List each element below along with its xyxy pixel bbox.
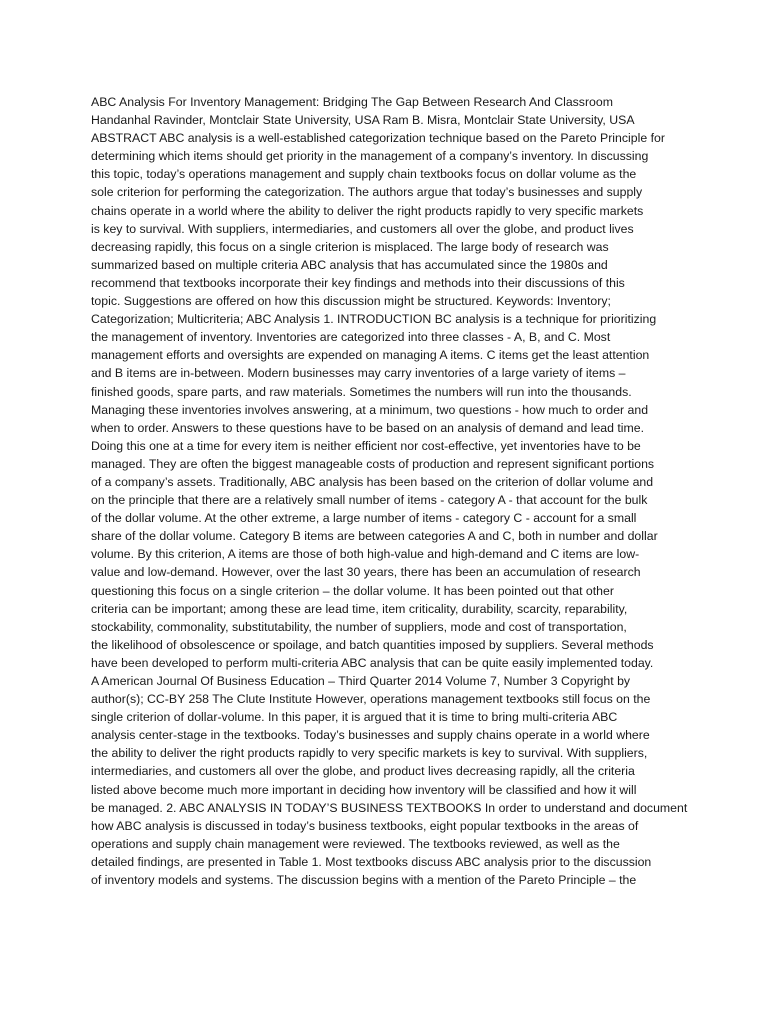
text-line: ABSTRACT ABC analysis is a well-established categorization technique based on the Pareto Principle for bbox=[91, 131, 665, 146]
text-line: topic. Suggestions are offered on how this discussion might be structured. Keywords: Inventory; bbox=[91, 294, 611, 309]
text-line: this topic, today’s operations management and supply chain textbooks focus on dollar volume as the bbox=[91, 167, 637, 182]
text-line: intermediaries, and customers all over the globe, and product lives decreasing rapidly, all the criteria bbox=[91, 764, 635, 779]
text-line: determining which items should get priority in the management of a company’s inventory. In discussing bbox=[91, 149, 649, 164]
text-line: Handanhal Ravinder, Montclair State University, USA Ram B. Misra, Montclair State University, USA bbox=[91, 113, 635, 128]
text-line: criteria can be important; among these are lead time, item criticality, durability, scarcity, reparability, bbox=[91, 601, 628, 616]
text-line: Categorization; Multicriteria; ABC Analysis 1. INTRODUCTION BC analysis is a technique for prioritizing bbox=[91, 312, 657, 327]
text-line: how ABC analysis is discussed in today’s business textbooks, eight popular textbooks in the areas of bbox=[91, 818, 639, 833]
text-line: author(s); CC-BY 258 The Clute Institute However, operations management textbooks still focus on the bbox=[91, 692, 651, 707]
text-line: operations and supply chain management were reviewed. The textbooks reviewed, as well as the bbox=[91, 836, 620, 851]
text-line: A American Journal Of Business Education – Third Quarter 2014 Volume 7, Number 3 Copyright by bbox=[91, 674, 631, 688]
text-line: single criterion of dollar-volume. In this paper, it is argued that it is time to bring multi-criteria ABC bbox=[91, 710, 618, 725]
text-line: and B items are in-between. Modern businesses may carry inventories of a large variety of items – bbox=[91, 366, 626, 381]
text-line: summarized based on multiple criteria ABC analysis that has accumulated since the 1980s and bbox=[91, 257, 608, 272]
text-line: the management of inventory. Inventories are categorized into three classes - A, B, and C. Most bbox=[91, 330, 611, 345]
text-line: analysis center-stage in the textbooks. Today’s businesses and supply chains operate in a world where bbox=[91, 728, 650, 743]
text-line: on the principle that there are a relatively small number of items - category A - that account for the bulk bbox=[91, 493, 648, 508]
text-line: chains operate in a world where the ability to deliver the right products rapidly to very specific markets bbox=[91, 203, 644, 218]
text-line: be managed. 2. ABC ANALYSIS IN TODAY’S BUSINESS TEXTBOOKS In order to understand and document bbox=[91, 800, 688, 815]
document-body-text bbox=[91, 93, 691, 889]
text-line: volume. By this criterion, A items are those of both high-value and high-demand and C items are low- bbox=[91, 547, 640, 562]
text-line: share of the dollar volume. Category B items are between categories A and C, both in number and dollar bbox=[91, 529, 658, 544]
text-line: ABC Analysis For Inventory Management: Bridging The Gap Between Research And Classroom bbox=[91, 95, 613, 109]
text-line: listed above become much more important in deciding how inventory will be classified and how it will bbox=[91, 782, 637, 797]
text-line: finished goods, spare parts, and raw materials. Sometimes the numbers will run into the thousands. bbox=[91, 384, 632, 399]
text-line: management efforts and oversights are expended on managing A items. C items get the least attention bbox=[91, 348, 650, 363]
text-line: the likelihood of obsolescence or spoilage, and batch quantities imposed by suppliers. Several methods bbox=[91, 637, 654, 652]
text-line: of inventory models and systems. The discussion begins with a mention of the Pareto Principle – the bbox=[91, 873, 637, 888]
text-line: questioning this focus on a single criterion – the dollar volume. It has been pointed out that other bbox=[91, 583, 614, 598]
text-line: detailed findings, are presented in Table 1. Most textbooks discuss ABC analysis prior to the discussion bbox=[91, 854, 652, 869]
text-line: when to order. Answers to these questions have to be based on an analysis of demand and lead time. bbox=[91, 420, 645, 435]
text-line: Doing this one at a time for every item is neither efficient nor cost-effective, yet inventories have to be bbox=[91, 438, 641, 453]
text-line: of the dollar volume. At the other extreme, a large number of items - category C - account for a small bbox=[91, 511, 637, 526]
text-line: of a company’s assets. Traditionally, ABC analysis has been based on the criterion of dollar volume and bbox=[91, 474, 654, 489]
text-line: Managing these inventories involves answering, at a minimum, two questions - how much to order and bbox=[91, 402, 649, 417]
text-line: recommend that textbooks incorporate their key findings and methods into their discussions of this bbox=[91, 275, 625, 290]
text-line: have been developed to perform multi-criteria ABC analysis that can be quite easily implemented today. bbox=[91, 655, 654, 670]
text-line: is key to survival. With suppliers, intermediaries, and customers all over the globe, and product lives bbox=[91, 221, 634, 236]
text-line: managed. They are often the biggest manageable costs of production and represent significant portions bbox=[91, 456, 655, 471]
text-line: value and low-demand. However, over the last 30 years, there has been an accumulation of research bbox=[91, 565, 641, 580]
text-line: the ability to deliver the right products rapidly to very specific markets is key to survival. With suppliers, bbox=[91, 746, 648, 761]
text-line: sole criterion for performing the categorization. The authors argue that today’s businesses and supply bbox=[91, 185, 643, 200]
text-line: decreasing rapidly, this focus on a single criterion is misplaced. The large body of research was bbox=[91, 239, 609, 254]
text-line: stockability, commonality, substitutability, the number of suppliers, mode and cost of transportation, bbox=[91, 619, 627, 634]
